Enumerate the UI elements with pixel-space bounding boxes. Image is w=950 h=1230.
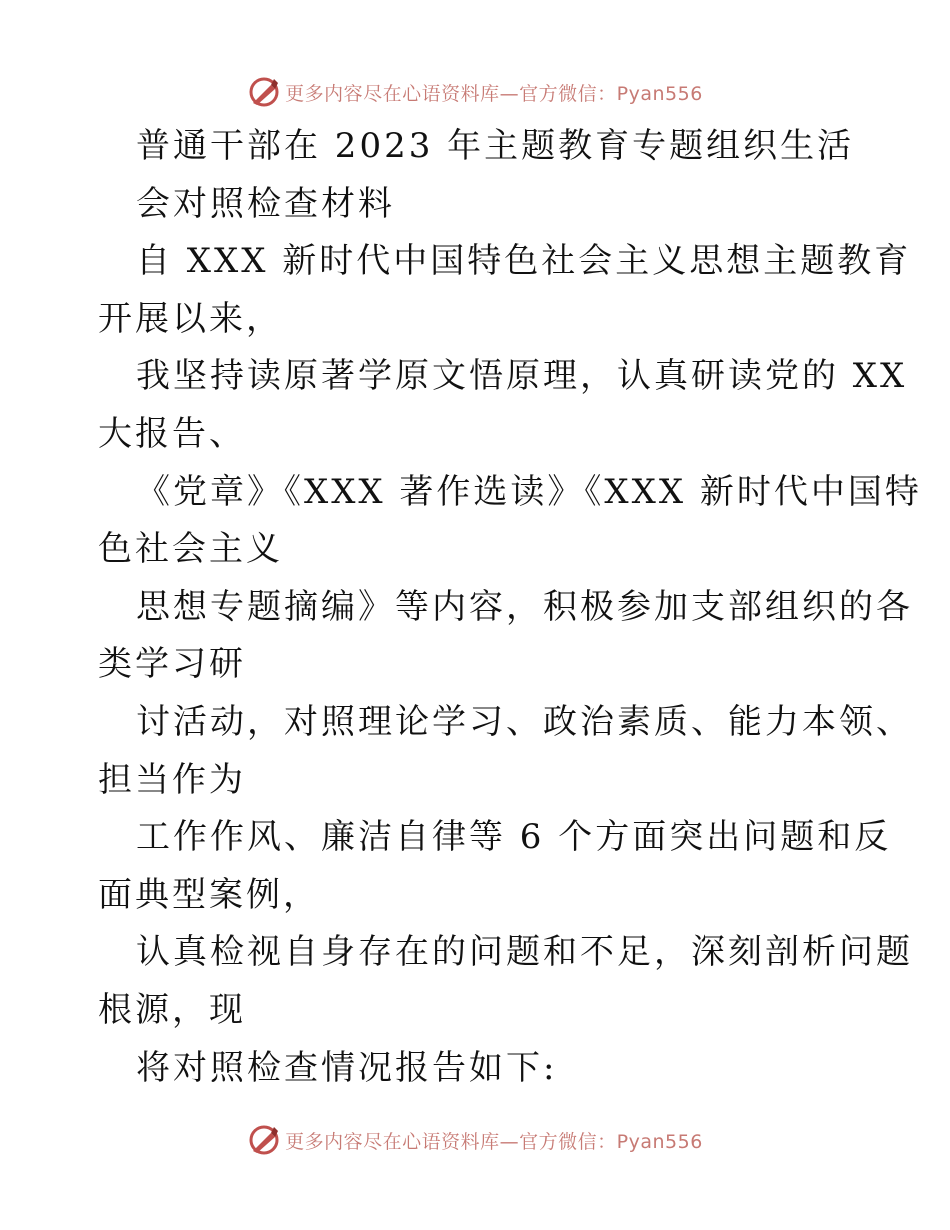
paragraph-line: 讨活动，对照理论学习、政治素质、能力本领、 [136,701,913,742]
header-watermark [0,72,950,112]
pen-logo-icon [247,1123,281,1157]
pen-logo-icon [247,75,281,109]
paragraph-line: 将对照检查情况报告如下: [136,1047,558,1088]
paragraph-line: 普通干部在 2023 年主题教育专题组织生活 [136,126,855,166]
paragraph-line: 自 XXX 新时代中国特色社会主义思想主题教育 [136,241,912,282]
watermark-text: 更多内容尽在心语资料库—官方微信：Pyan556 [285,82,703,105]
paragraph-line: 认真检视自身存在的问题和不足，深刻剖析问题 [136,932,913,973]
paragraph-line: 会对照检查材料 [136,183,395,224]
paragraph-line: 担当作为 [98,759,246,800]
paragraph-line: 开展以来， [98,298,283,339]
paragraph-line: 类学习研 [98,644,246,685]
paragraph-line: 《党章》《XXX 著作选读》《XXX 新时代中国特 [136,471,922,512]
paragraph-line: 色社会主义 [98,529,283,570]
paragraph-line: 大报告、 [98,413,246,454]
footer-watermark [0,1120,950,1160]
paragraph-line: 我坚持读原著学原文悟原理，认真研读党的 XX [136,356,908,397]
watermark-text: 更多内容尽在心语资料库—官方微信：Pyan556 [285,1130,703,1153]
paragraph-line: 根源，现 [98,989,246,1030]
paragraph-line: 工作作风、廉洁自律等 6 个方面突出问题和反 [136,817,892,858]
paragraph-line: 面典型案例， [98,874,320,915]
paragraph-line: 思想专题摘编》等内容，积极参加支部组织的各 [136,586,913,627]
document-body [98,118,922,1097]
